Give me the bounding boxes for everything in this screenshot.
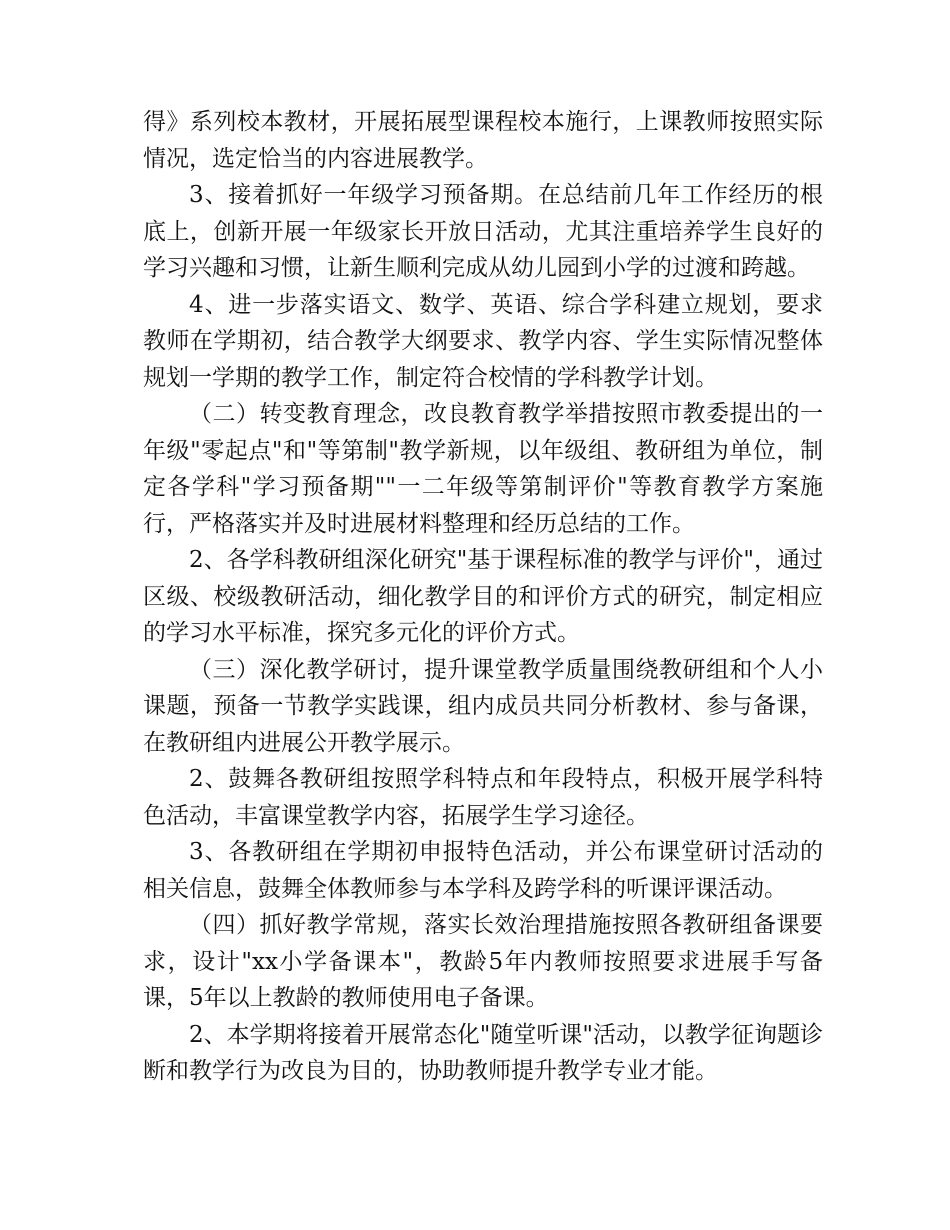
paragraph-section3-item-2: 2、鼓舞各教研组按照学科特点和年段特点，积极开展学科特色活动，丰富课堂教学内容，拓展学生学习途径。 [143,766,823,829]
paragraph-item-3: 3、接着抓好一年级学习预备期。在总结前几年工作经历的根底上，创新开展一年级家长开放日活动，尤其注重培养学生良好的学习兴趣和习惯，让新生顺利完成从幼儿园到小学的过渡和跨越。 [143,182,823,281]
paragraph-section2-item-2: 2、各学科教研组深化研究"基于课程标准的教学与评价"，通过区级、校级教研活动，细化教学目的和评价方式的研究，制定相应的学习水平标准，探究多元化的评价方式。 [143,547,823,646]
section-heading-4: （四）抓好教学常规，落实长效治理措施按照各教研组备课要求，设计"xx小学备课本"，教龄5年内教师按照要求进展手写备课，5年以上教龄的教师使用电子备课。 [143,912,823,1011]
section-heading-3: （三）深化教学研讨，提升课堂教学质量围绕教研组和个人小课题，预备一节教学实践课，组内成员共同分析教材、参与备课，在教研组内进展公开教学展示。 [143,656,823,756]
paragraph-section4-item-2: 2、本学期将接着开展常态化"随堂听课"活动，以教学征询题诊断和教学行为改良为目的，协助教师提升教学专业才能。 [143,1021,823,1084]
paragraph-item-4: 4、进一步落实语文、数学、英语、综合学科建立规划，要求教师在学期初，结合教学大纲要求、教学内容、学生实际情况整体规划一学期的教学工作，制定符合校情的学科教学计划。 [143,291,823,391]
paragraph-section3-item-3: 3、各教研组在学期初申报特色活动，并公布课堂研讨活动的相关信息，鼓舞全体教师参与本学科及跨学科的听课评课活动。 [143,839,823,902]
document-body [143,104,823,1090]
section-heading-2: （二）转变教育理念，改良教育教学举措按照市教委提出的一年级"零起点"和"等第制"教学新规，以年级组、教研组为单位，制定各学科"学习预备期""一二年级等第制评价"等教育教学方案施行，严格落实并及时进展材料整理和经历总结的工作。 [143,401,823,537]
paragraph-continuation: 得》系列校本教材，开展拓展型课程校本施行，上课教师按照实际情况，选定恰当的内容进展教学。 [143,109,823,172]
